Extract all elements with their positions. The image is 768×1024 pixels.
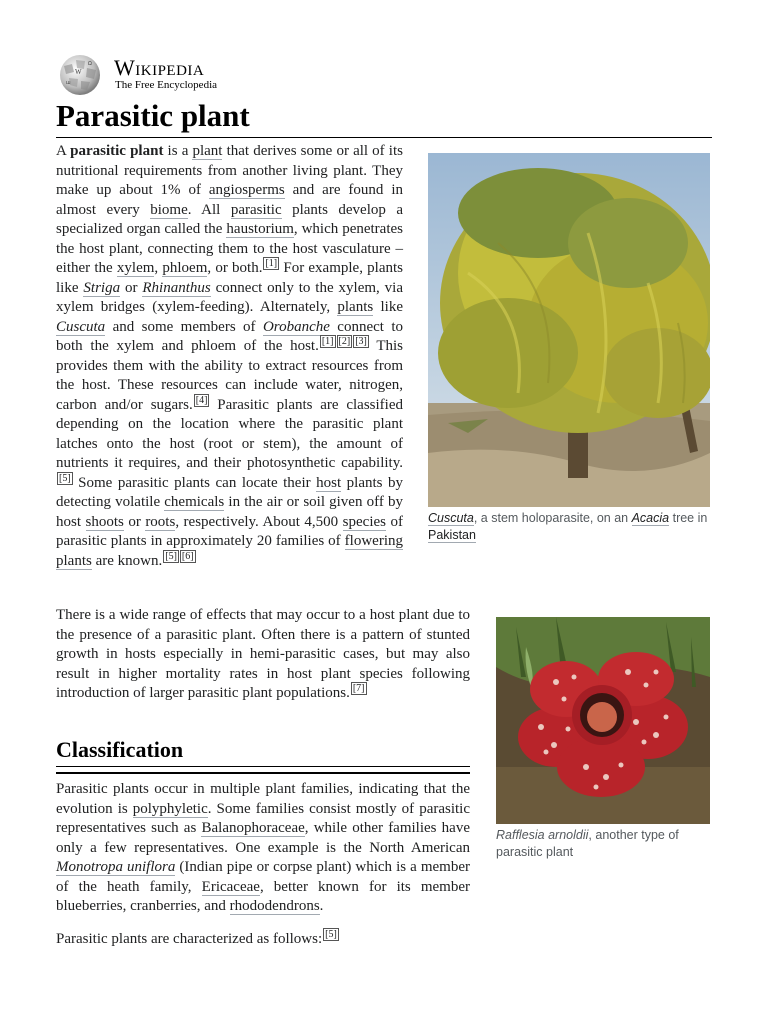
classification-paragraph: Parasitic plants occur in multiple plant families, indicating that the evolution is polyphyletic. Some families consist mostly of parasitic representatives such as Balanophoraceae, while other families have only a few representatives. One example is the North American Monotropa uniflora (Indian pipe or corpse plant) which is a member of the heath family, Ericaceae, better known for its member blueberries, cranberries, and rhododendrons. — [56, 781, 471, 914]
link-plants[interactable]: plants — [337, 299, 374, 315]
link-biome[interactable]: biome — [150, 201, 188, 218]
citation-ref[interactable]: [5] — [59, 472, 71, 484]
cuscuta-image[interactable] — [428, 153, 710, 507]
svg-text:W: W — [75, 68, 82, 76]
wikipedia-logo[interactable] — [56, 54, 256, 96]
section-divider — [56, 772, 470, 774]
citation-ref[interactable]: [1] — [321, 336, 334, 347]
section-divider — [56, 766, 470, 767]
link-striga[interactable]: Striga — [83, 279, 121, 296]
wordmark: Wikipedia — [114, 55, 205, 80]
link-parasitic[interactable]: parasitic — [230, 201, 282, 218]
link-plant[interactable]: plant — [192, 143, 223, 159]
link-polyphyletic[interactable]: polyphyletic — [132, 800, 208, 817]
link-chemicals[interactable]: chemicals — [164, 494, 225, 510]
figure-caption: Cuscuta, a stem holoparasite, on an Acacia tree in Pakistan — [428, 511, 708, 542]
link-flowering-plants[interactable]: flowering plants — [56, 533, 403, 569]
citation-ref[interactable]: [5] — [165, 550, 177, 562]
caption-link-acacia[interactable]: Acacia — [631, 511, 670, 525]
globe-icon — [56, 54, 104, 96]
citation-ref[interactable]: [5] — [325, 929, 337, 940]
link-rhododendrons[interactable]: rhododendrons — [229, 898, 320, 914]
citation-ref[interactable]: [4] — [195, 394, 208, 406]
link-species[interactable]: species — [342, 513, 386, 530]
link-shoots[interactable]: shoots — [85, 513, 124, 530]
characteristics-intro: Parasitic plants are characterized as follows: [5] — [56, 929, 337, 947]
bold-term: parasitic plant — [70, 143, 164, 159]
tagline: The Free Encyclopedia — [115, 79, 218, 91]
svg-text:Ω: Ω — [88, 61, 92, 67]
link-xylem[interactable]: xylem — [116, 260, 155, 276]
link-roots[interactable]: roots — [145, 513, 176, 530]
link-angiosperms[interactable]: angiosperms — [208, 182, 285, 198]
citation-ref[interactable]: [3] — [355, 336, 367, 347]
citation-ref[interactable]: [7] — [352, 683, 365, 694]
link-rhinanthus[interactable]: Rhinanthus — [142, 279, 211, 296]
link-cuscuta[interactable]: Cuscuta — [56, 318, 106, 335]
caption-link-pakistan[interactable]: Pakistan — [428, 528, 476, 542]
intro-paragraph: A parasitic plant is a plant that derives some or all of its nutritional requirements from another living plant. They make up about 1% of angiosperms and are found in almost every biome. All parasitic plants develop a specialized organ called the haustorium, which penetrates the host plant, connecting them to the host vasculature – either the xylem, phloem, or both. [1] For example, plants like Striga or Rhinanthus connect only to the xylem, via xylem bridges (xylem-feeding). Alternately, plants like Cuscuta and some members of Orobanche connect to both the xylem and phloem of the host. [1] [2] [3] This provides them with the ability to extract resources from the host. These resources can include water, nitrogen, carbon and/or sugars. [4] Parasitic plants are classified depending on the location where the parasitic plant latches onto the host (root or stem), the amount of nutrients it requires, and their photosynthetic capability.[5] Some parasitic plants can locate their host plants by detecting volatile chemicals in the air or soil given off by host shoots or roots, respectively. About 4,500 species of parasitic plants in approximately 20 families of flowering plants are known. [5] [6] — [56, 143, 404, 569]
caption-link-cuscuta[interactable]: Cuscuta — [428, 511, 474, 525]
rafflesia-image[interactable] — [496, 617, 710, 824]
svg-text:ш: ш — [66, 80, 71, 86]
effects-paragraph: There is a wide range of effects that may occur to a host plant due to the presence of a parasitic plant. Often there is a pattern of stunted growth in hosts especially in hemi-parasitic cases, but may also result in higher mortality rates in host plant species following introduction of larger parasitic plant populations. [7] — [56, 607, 470, 701]
citation-ref[interactable]: [6] — [181, 550, 194, 562]
link-haustorium[interactable]: haustorium — [226, 221, 294, 237]
link-ericaceae[interactable]: Ericaceae — [201, 878, 260, 895]
figure-rafflesia — [496, 617, 710, 861]
link-phloem[interactable]: phloem — [162, 260, 208, 276]
title-divider — [56, 137, 712, 138]
figure-cuscuta — [428, 153, 710, 544]
page-title: Parasitic plant — [56, 98, 250, 133]
citation-ref[interactable]: [2] — [338, 336, 351, 347]
link-orobanche[interactable]: Orobanche — [262, 318, 330, 335]
figure-caption: Rafflesia arnoldii, another type of parasitic plant — [496, 828, 679, 859]
link-host[interactable]: host — [316, 474, 342, 491]
link-balanophoraceae[interactable]: Balanophoraceae — [201, 820, 305, 836]
citation-ref[interactable]: [1] — [265, 258, 278, 269]
section-heading-classification: Classification — [56, 737, 184, 762]
link-monotropa-uniflora[interactable]: Monotropa uniflora — [56, 859, 176, 875]
